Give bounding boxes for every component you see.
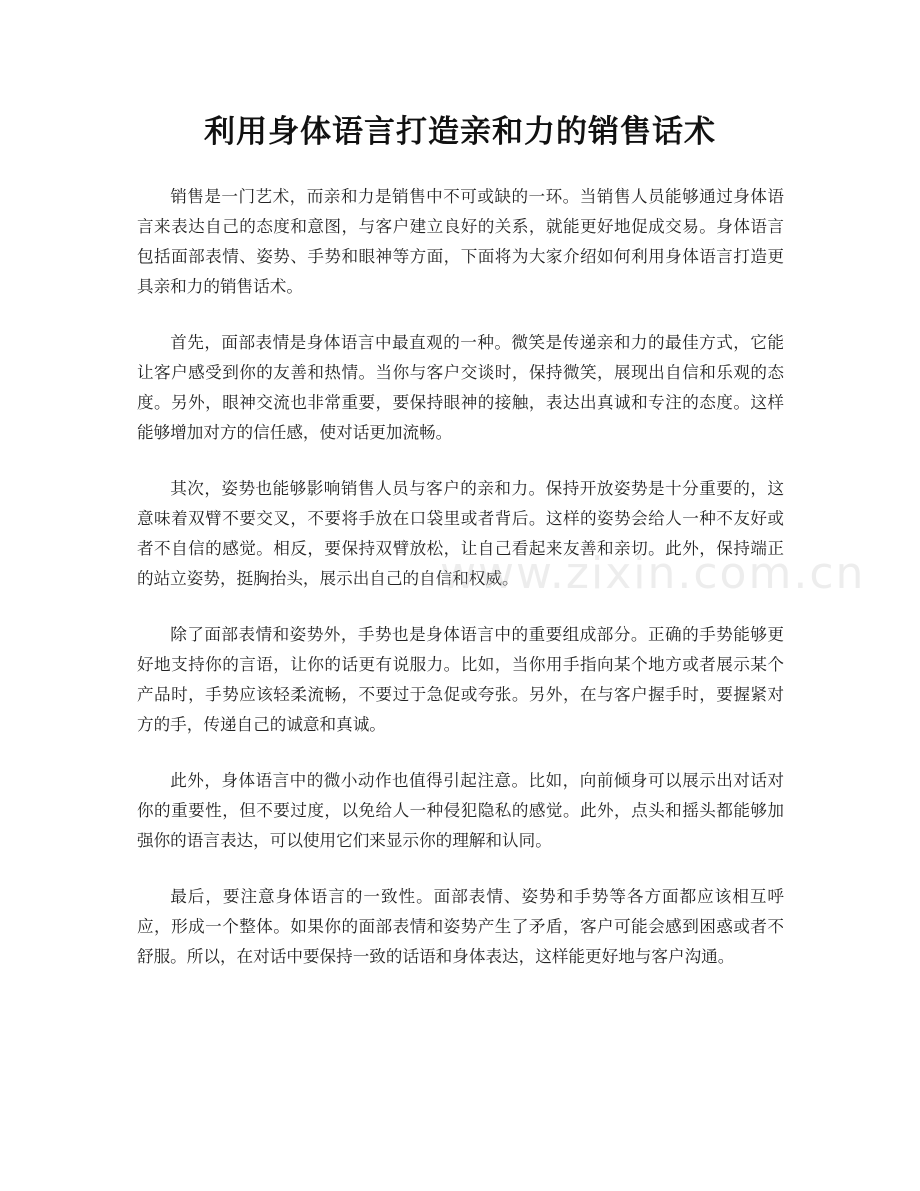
document-body xyxy=(137,182,784,998)
watermark: www.zixin.com.cn xyxy=(440,548,866,599)
paragraph-5: 此外，身体语言中的微小动作也值得引起注意。比如，向前倾身可以展示出对话对你的重要性，但不要过度，以免给人一种侵犯隐私的感觉。此外，点头和摇头都能够加强你的语言表达，可以使用它们来显示你的理解和认同。 xyxy=(137,771,784,850)
paragraph-3: 其次，姿势也能够影响销售人员与客户的亲和力。保持开放姿势是十分重要的，这意味着双臂不要交叉，不要将手放在口袋里或者背后。这样的姿势会给人一种不友好或者不自信的感觉。相反，要保持双臂放松，让自己看起来友善和亲切。此外，保持端正的站立姿势，挺胸抬头，展示出自己的自信和权威。 xyxy=(137,479,784,588)
paragraph-6: 最后，要注意身体语言的一致性。面部表情、姿势和手势等各方面都应该相互呼应，形成一个整体。如果你的面部表情和姿势产生了矛盾，客户可能会感到困惑或者不舒服。所以，在对话中要保持一致的话语和身体表达，这样能更好地与客户沟通。 xyxy=(137,887,784,966)
document-title: 利用身体语言打造亲和力的销售话术 xyxy=(204,114,716,150)
paragraph-1: 销售是一门艺术，而亲和力是销售中不可或缺的一环。当销售人员能够通过身体语言来表达自己的态度和意图，与客户建立良好的关系，就能更好地促成交易。身体语言包括面部表情、姿势、手势和眼神等方面，下面将为大家介绍如何利用身体语言打造更具亲和力的销售话术。 xyxy=(137,187,784,296)
paragraph-4: 除了面部表情和姿势外，手势也是身体语言中的重要组成部分。正确的手势能够更好地支持你的言语，让你的话更有说服力。比如，当你用手指向某个地方或者展示某个产品时，手势应该轻柔流畅，不要过于急促或夸张。另外，在与客户握手时，要握紧对方的手，传递自己的诚意和真诚。 xyxy=(137,625,784,734)
paragraph-2: 首先，面部表情是身体语言中最直观的一种。微笑是传递亲和力的最佳方式，它能让客户感受到你的友善和热情。当你与客户交谈时，保持微笑，展现出自信和乐观的态度。另外，眼神交流也非常重要，要保持眼神的接触，表达出真诚和专注的态度。这样能够增加对方的信任感，使对话更加流畅。 xyxy=(137,333,784,442)
